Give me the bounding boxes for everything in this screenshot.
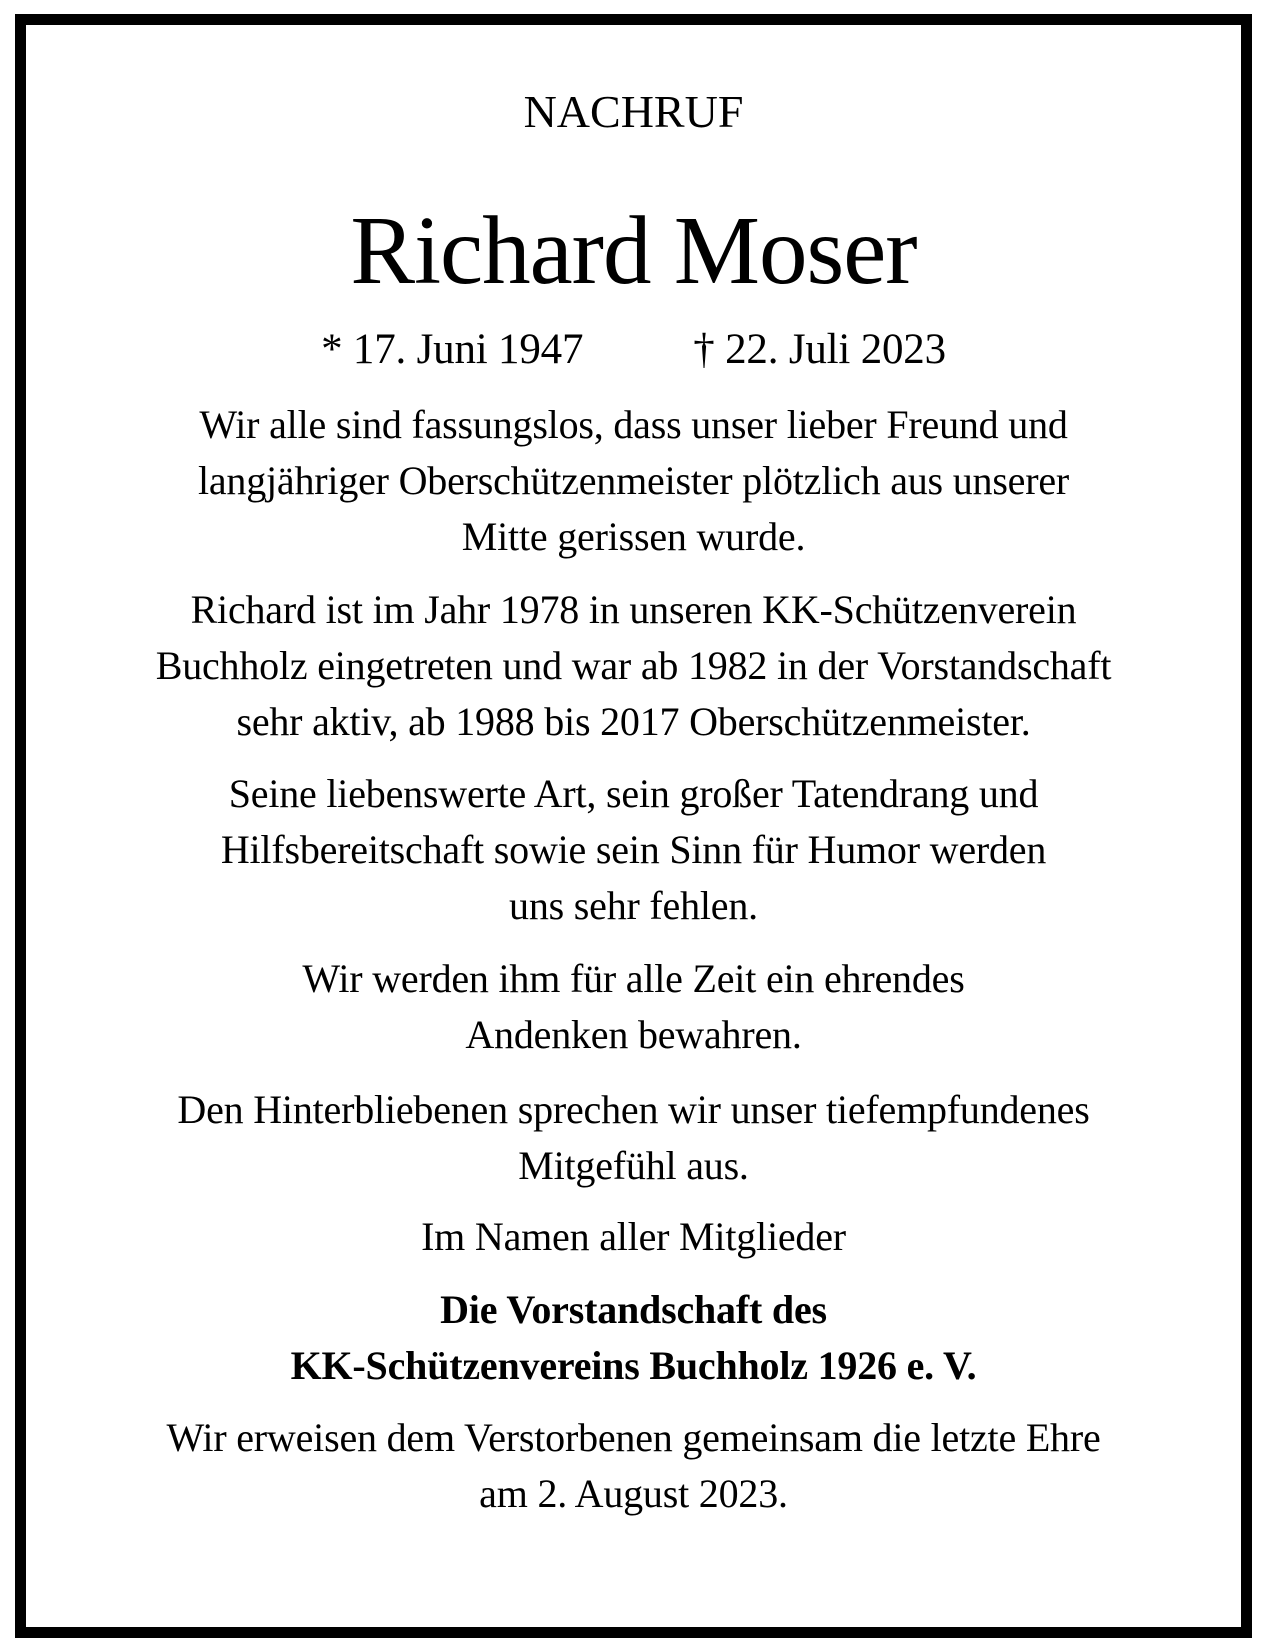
death-date: † 22. Juli 2023 (693, 326, 946, 373)
paragraph-5-line-1: Den Hinterbliebenen sprechen wir unser tiefempfundenes (177, 1087, 1090, 1132)
signature-line-2: KK-Schützenvereins Buchholz 1926 e. V. (290, 1343, 977, 1388)
paragraph-4-line-1: Wir werden ihm für alle Zeit ein ehrendes (302, 956, 965, 1001)
obituary-frame (15, 14, 1252, 1638)
paragraph-3-line-2: Hilfsbereitschaft sowie sein Sinn für Humor werden (220, 827, 1047, 872)
paragraph-1-line-2: langjähriger Oberschützenmeister plötzlich aus unserer (197, 458, 1070, 503)
paragraph-2-line-1: Richard ist im Jahr 1978 in unseren KK-Schützenverein (190, 587, 1077, 632)
paragraph-2-line-2: Buchholz eingetreten und war ab 1982 in der Vorstandschaft (155, 643, 1112, 688)
funeral-line-2: am 2. August 2023. (479, 1471, 788, 1516)
paragraph-3-line-1: Seine liebenswerte Art, sein großer Tatendrang und (228, 771, 1039, 816)
paragraph-1-line-1: Wir alle sind fassungslos, dass unser lieber Freund und (199, 402, 1068, 447)
notice-heading: NACHRUF (523, 86, 744, 137)
deceased-name: Richard Moser (350, 197, 917, 304)
life-dates (26, 325, 1241, 374)
paragraph-2-line-3: sehr aktiv, ab 1988 bis 2017 Oberschützenmeister. (236, 699, 1031, 744)
signature-line-1: Die Vorstandschaft des (440, 1287, 827, 1332)
paragraph-5-line-2: Mitgefühl aus. (518, 1143, 749, 1188)
paragraph-4-line-2: Andenken bewahren. (465, 1012, 802, 1057)
paragraph-1-line-3: Mitte gerissen wurde. (461, 514, 806, 559)
paragraph-3-line-3: uns sehr fehlen. (509, 883, 758, 928)
birth-date: * 17. Juni 1947 (321, 326, 584, 373)
funeral-line-1: Wir erweisen dem Verstorbenen gemeinsam die letzte Ehre (166, 1415, 1101, 1460)
signoff: Im Namen aller Mitglieder (421, 1214, 846, 1259)
